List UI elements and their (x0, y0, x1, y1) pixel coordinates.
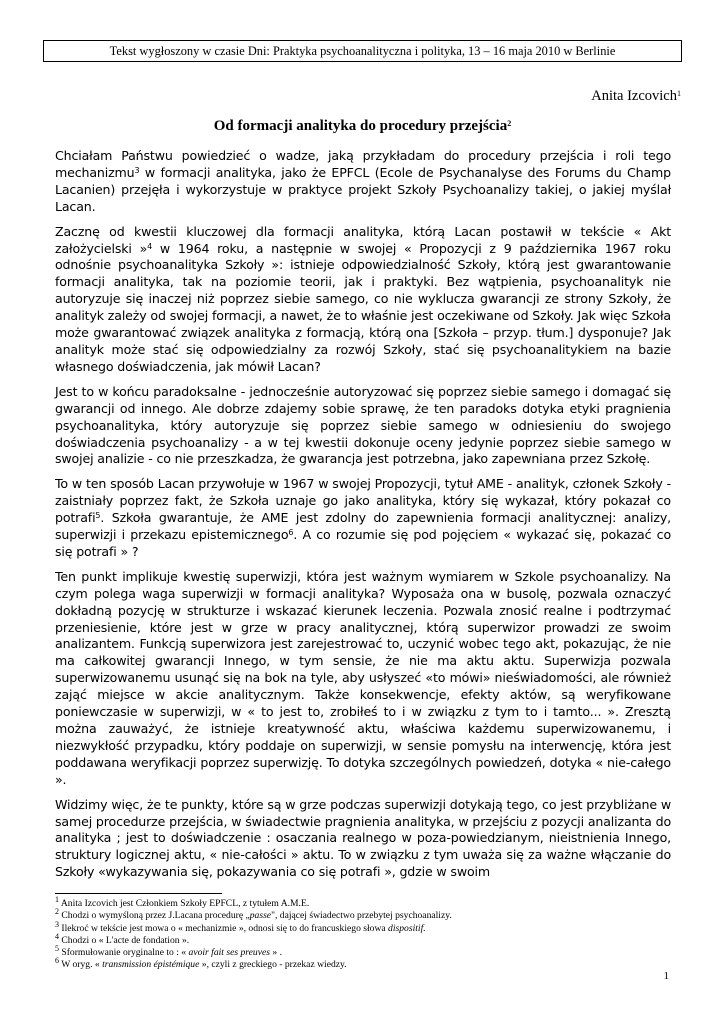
paragraph: Zacznę od kwestii kluczowej dla formacji analityka, którą Lacan postawił w tekście « Akt założycielski »$^4$ w 1964 roku, a następnie w swojej « Propozycji z 9 października 1967 roku odnośnie psychoanalityka Szkoły »: istnieje odpowiedzialność Szkoły, którą jest gwarantowanie formacji analityka, tak na poziomie teorii, jak i praktyki. Bez wątpienia, psychoanalityk nie autoryzuje się inaczej niż poprzez siebie samego, co nie wyklucza gwarancji ze strony Szkoły, że analityk zależy od swojej formacji, a nawet, że to właśnie jest oczekiwane od Szkoły. Jak więc Szkoła może gwarantować związek analityka z formacją, którą ona [Szkoła – przyp. tłum.] dysponuje? Jak analityk może stać się odpowiedzialny za rozwój Szkoły, stać się psychoanalitykiem na bazie własnego doświadczenia, jak mówił Lacan? (55, 223, 671, 374)
footnote: $^4$ Chodzi o « L'acte de fondation ». (55, 931, 190, 946)
paragraph: Chciałam Państwu powiedzieć o wadze, jaką przykładam do procedury przejścia i roli tego mechanizmu$^3$ w formacji analityka, jako że EPFCL (Ecole de Psychanalyse des Forums du Champ Lacanien) przejęła i wykorzystuje w praktyce projekt Szkoły Psychoanalizy takiej, o jakiej myślał Lacan. (55, 148, 671, 214)
running-header: Tekst wygłoszony w czasie Dni: Praktyka psychoanalityczna i polityka, 13 – 16 maja 2010 w Berlinie (43, 40, 682, 62)
footnote: $^5$ Sformułowanie oryginalne to : « avoir fait ses preuves » . (55, 944, 282, 959)
author-name: Anita Izcovich$^1$ (591, 88, 681, 104)
footnote: $^2$ Chodzi o wymyśloną przez J.Lacana procedurę „passe", dającej świadectwo przebytej psychoanalizy. (55, 907, 452, 922)
page-title: Od formacji analityka do procedury przejścia$^2$ (213, 118, 512, 134)
footnote-ref: 1 (677, 89, 681, 98)
body-text (55, 148, 671, 889)
paragraph: Widzimy więc, że te punkty, które są w grze podczas superwizji dotykają tego, co jest przybliżane w samej procedurze przejścia, w świadectwie pragnienia analityka, w przejściu z pozycji analizanta do analityka ; jest to doświadczenie : osaczania realnego w poza-powiedzianym, nieistnienia Innego, struktury logicznej aktu, « nie-całości » aktu. To w związku z tym uważa się za ważne włączanie do Szkoły «wykazywania się, pokazywania co się potrafi », gdzie w swoim (55, 796, 671, 880)
paragraph: To w ten sposób Lacan przywołuje w 1967 w swojej Propozycji, tytuł AME - analityk, członek Szkoły - zaistniały poprzez fakt, że Szkoła uznaje go jako analityka, który się wykazał, który pokazał co potrafi$^5$. Szkoła gwarantuje, że AME jest zdolny do zapewnienia formacji analitycznej: analizy, superwizji i przekazu epistemicznego$^6$. A co rozumie się pod pojęciem « wykazać się, pokazać co się potrafi » ? (55, 476, 671, 559)
paragraph: Ten punkt implikuje kwestię superwizji, która jest ważnym wymiarem w Szkole psychoanalizy. Na czym polega waga superwizji w formacji analityka? Wyposaża ona w busolę, pozwala oznaczyć dokładną pozycję w strukturze i wskazać kierunek leczenia. Pozwala znosić realne i podtrzymać przeniesienie, które jest w grze w pracy analitycznej, którą superwizor prowadzi ze swoim analizantem. Funkcją superwizora jest zarejestrować to, uczynić wobec tego akt, pokazując, że nie ma całkowitej gwarancji Innego, w tym sensie, że nie ma aktu aktu. Superwizja pozwala superwizowanemu usunąć się na bok na tyle, aby usłyszeć «to mówi» nieświadomości, ale również zająć miejsce w akcie analitycznym. Także konsekwencje, efekty aktów, są weryfikowane poniewczasie w superwizji, w « to jest to, zrobiłeś to i w związku z tym to i tamto... ». Zresztą można zauważyć, że istnieje kreatywność aktu, właściwa każdemu superwizowanemu, i niezwykłość przypadku, który poddaje on superwizji, w sensie pomysłu na interwencję, która jest poddawana weryfikacji poprzez superwizję. To dotyka szczególnych powiedzeń, dotyka « nie-całego ». (55, 568, 671, 787)
footnote: $^3$ Ilekroć w tekście jest mowa o « mechanizmie », odnosi się to do francuskiego słowa dispositif. (55, 919, 426, 934)
footnote: $^1$ Anita Izcovich jest Członkiem Szkoły EPFCL, z tytułem A.M.E. (55, 895, 310, 909)
page-number: 1 (663, 970, 669, 982)
paragraph: Jest to w końcu paradoksalne - jednocześnie autoryzować się poprzez siebie samego i domagać się gwarancji od innego. Ale dobrze zdajemy sobie sprawę, że ten paradoks dotyka etyki pragnienia psychoanalityka, który autoryzuje się poprzez siebie samego w odniesieniu do swojego doświadczenia psychoanalizy - a w tej kwestii dokonuje oceny jedynie poprzez siebie samego w swojej analizie - co nie przeszkadza, że gwarancja jest potrzebna, jako zapewniana przez Szkołę. (55, 383, 671, 467)
footnote-ref: 2 (507, 119, 512, 128)
footnotes (55, 895, 675, 972)
footnote-divider (55, 893, 222, 894)
footnote: $^6$ W oryg. « transmission épistémique », czyli z greckiego - przekaz wiedzy. (55, 956, 347, 971)
